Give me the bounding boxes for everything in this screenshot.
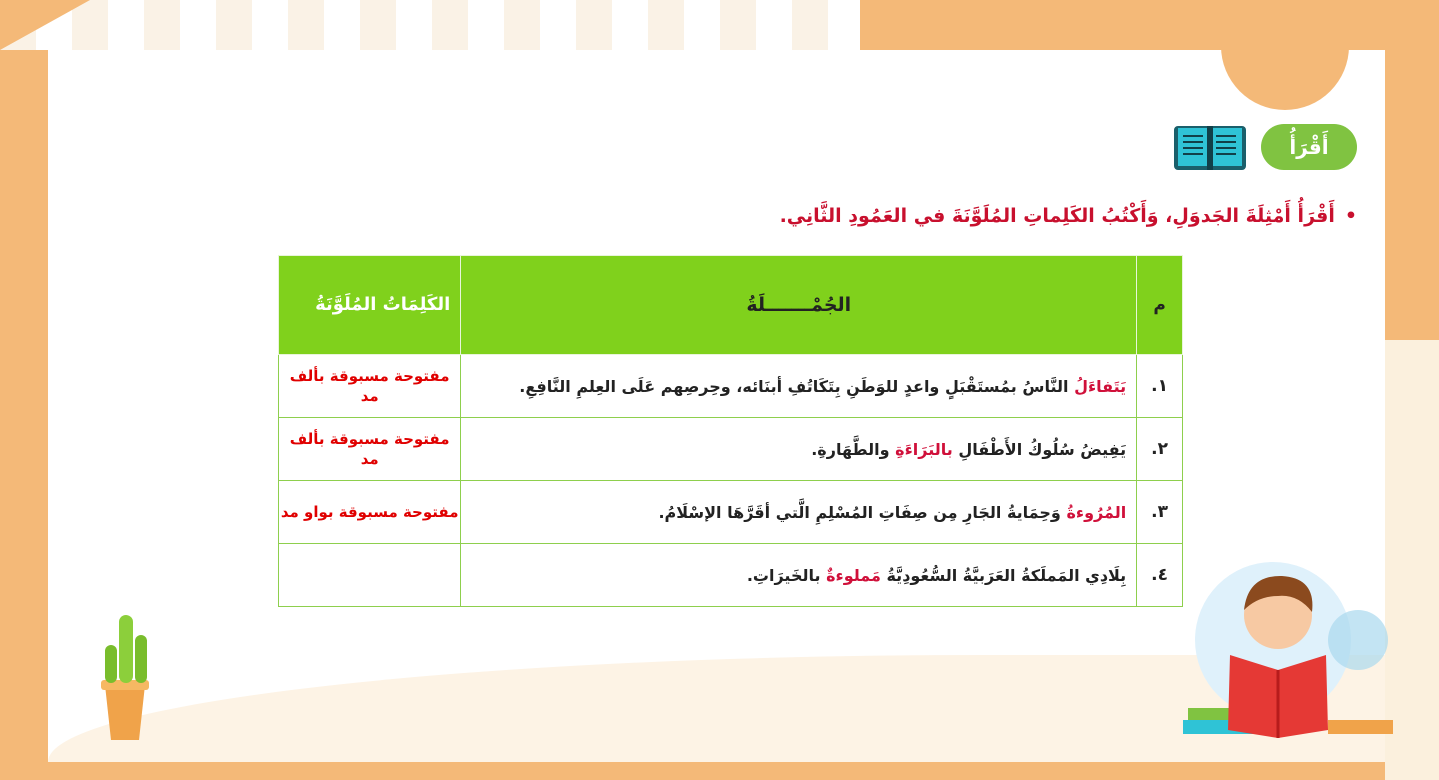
highlighted-word: بالبَرَاءَةِ: [895, 439, 953, 459]
sentence-start: يَفِيضُ سُلُوكُ الأَطْفَالِ: [952, 439, 1127, 459]
top-stripes: [0, 0, 860, 50]
stripe-corner: [0, 0, 90, 50]
instruction-body: أَقْرَأُ أَمْثِلَةَ الجَدوَلِ، وَأَكْتُبُ الكَلِماتِ المُلَوَّنَةَ في العَمُودِ الثَّانِي.: [779, 205, 1335, 227]
table-row: [279, 355, 1183, 418]
examples-table: [278, 255, 1183, 607]
read-label: أَقْرَأُ: [1261, 124, 1357, 170]
row-number: ٣.: [1137, 481, 1183, 544]
highlighted-word: يَتَفاءَلُ: [1074, 376, 1127, 396]
instruction-text: [780, 205, 1357, 227]
table-row: [279, 418, 1183, 481]
header-colored-words: الكَلِمَاتُ المُلَوَّنَةُ: [279, 256, 461, 355]
table-row: [279, 481, 1183, 544]
read-section-badge: [1172, 122, 1357, 174]
sentence-rest: بالخَيرَاتِ.: [746, 565, 827, 585]
open-book-icon: [1172, 122, 1248, 174]
header-sentence: الجُمْـــــــلَةُ: [461, 256, 1137, 355]
row-sentence: [461, 544, 1137, 607]
row-number: ٢.: [1137, 418, 1183, 481]
header-number: م: [1137, 256, 1183, 355]
sentence-start: بِلَادِي المَملَكةُ العَرَبيَّةُ السُّعُودِيَّةُ: [880, 565, 1127, 585]
row-sentence: [461, 418, 1137, 481]
sentence-rest: والطَّهَارةِ.: [811, 439, 896, 459]
cactus-illustration: [95, 610, 155, 745]
sentence-rest: وَحِمَايةُ الجَارِ مِن صِفَاتِ المُسْلِمِ الَّتي أقَرَّهَا الإسْلَامُ.: [658, 502, 1067, 522]
row-sentence: [461, 481, 1137, 544]
answer-cell[interactable]: مفتوحة مسبوقة بألف مد: [279, 418, 461, 481]
answer-cell[interactable]: [279, 544, 461, 607]
row-number: ٤.: [1137, 544, 1183, 607]
row-number: ١.: [1137, 355, 1183, 418]
answer-cell[interactable]: مفتوحة مسبوقة بألف مد: [279, 355, 461, 418]
reading-child-illustration: [1178, 560, 1398, 740]
answer-cell[interactable]: مفتوحة مسبوقة بواو مد: [279, 481, 461, 544]
highlighted-word: المُرُوءةُ: [1066, 502, 1127, 522]
row-sentence: [461, 355, 1137, 418]
highlighted-word: مَملوءةٌ: [826, 565, 881, 585]
table-row: [279, 544, 1183, 607]
sentence-rest: النَّاسُ بمُستَقْبَلٍ واعدٍ للوَطَنِ بِتَكَاتُفِ أبنَائه، وحِرصِهم عَلَى العِلمِ النَّافِعِ.: [519, 376, 1075, 396]
bullet: •: [1344, 205, 1357, 227]
